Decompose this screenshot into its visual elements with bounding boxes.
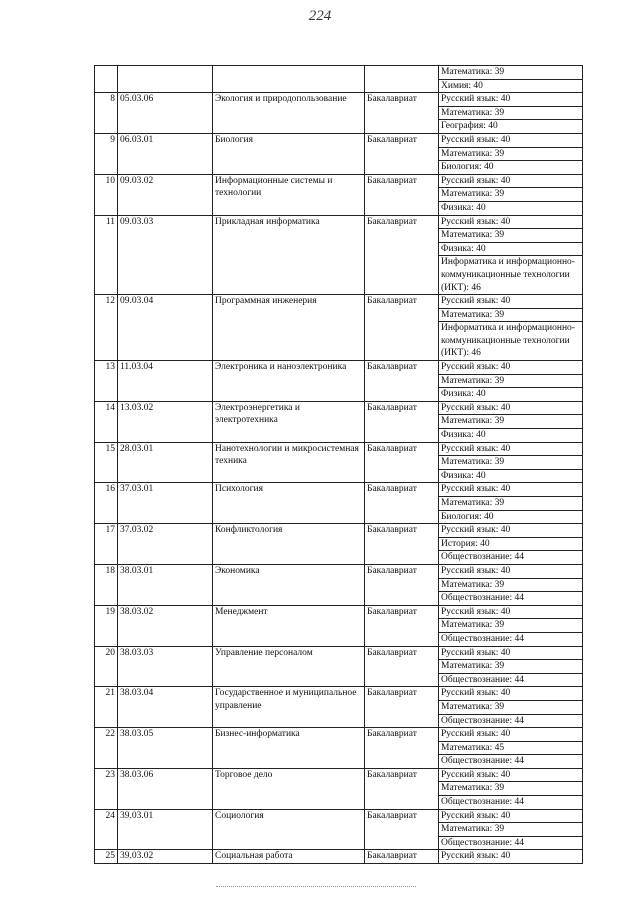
table-row bbox=[95, 809, 583, 823]
education-level: Бакалавриат bbox=[365, 728, 439, 769]
admission-table bbox=[94, 65, 583, 864]
exam-subject: Русский язык: 40 bbox=[439, 483, 583, 497]
exam-subject: Русский язык: 40 bbox=[439, 295, 583, 309]
row-number: 14 bbox=[95, 401, 118, 442]
exam-subject: Математика: 39 bbox=[439, 66, 583, 80]
exam-subject: Математика: 39 bbox=[439, 106, 583, 120]
row-number: 20 bbox=[95, 646, 118, 687]
exam-subject: Математика: 39 bbox=[439, 823, 583, 837]
education-level: Бакалавриат bbox=[365, 564, 439, 605]
row-number: 23 bbox=[95, 768, 118, 809]
direction-name: Нанотехнологии и микросистемная техника bbox=[213, 442, 365, 483]
education-level bbox=[365, 66, 439, 93]
exam-subject: Русский язык: 40 bbox=[439, 215, 583, 229]
education-level: Бакалавриат bbox=[365, 768, 439, 809]
table-row bbox=[95, 524, 583, 538]
exam-subject: Русский язык: 40 bbox=[439, 646, 583, 660]
row-number: 13 bbox=[95, 361, 118, 402]
row-number: 21 bbox=[95, 687, 118, 728]
table-row bbox=[95, 401, 583, 415]
direction-name: Государственное и муниципальное управление bbox=[213, 687, 365, 728]
row-number: 25 bbox=[95, 850, 118, 864]
education-level: Бакалавриат bbox=[365, 295, 439, 361]
education-level: Бакалавриат bbox=[365, 442, 439, 483]
exam-subject: Обществознание: 44 bbox=[439, 796, 583, 810]
row-number: 10 bbox=[95, 174, 118, 215]
exam-subject: Математика: 39 bbox=[439, 578, 583, 592]
table-row bbox=[95, 850, 583, 864]
exam-subject: Биология: 40 bbox=[439, 510, 583, 524]
exam-subject: Обществознание: 44 bbox=[439, 673, 583, 687]
exam-subject: Математика: 39 bbox=[439, 456, 583, 470]
direction-name: Управление персоналом bbox=[213, 646, 365, 687]
education-level: Бакалавриат bbox=[365, 174, 439, 215]
exam-subject: Математика: 39 bbox=[439, 374, 583, 388]
table-row bbox=[95, 295, 583, 309]
exam-subject: Математика: 39 bbox=[439, 229, 583, 243]
row-number: 18 bbox=[95, 564, 118, 605]
direction-code bbox=[118, 66, 213, 93]
table-row bbox=[95, 605, 583, 619]
table-row bbox=[95, 174, 583, 188]
direction-code: 39.03.02 bbox=[118, 850, 213, 864]
table-row bbox=[95, 133, 583, 147]
table-body bbox=[95, 66, 583, 864]
exam-subject: Математика: 39 bbox=[439, 497, 583, 511]
exam-subject: Математика: 39 bbox=[439, 700, 583, 714]
education-level: Бакалавриат bbox=[365, 483, 439, 524]
exam-subject: Математика: 39 bbox=[439, 147, 583, 161]
exam-subject: География: 40 bbox=[439, 120, 583, 134]
table-row bbox=[95, 646, 583, 660]
row-number: 19 bbox=[95, 605, 118, 646]
exam-subject: Обществознание: 44 bbox=[439, 755, 583, 769]
exam-subject: Биология: 40 bbox=[439, 161, 583, 175]
education-level: Бакалавриат bbox=[365, 646, 439, 687]
row-number: 9 bbox=[95, 133, 118, 174]
exam-subject: Обществознание: 44 bbox=[439, 714, 583, 728]
direction-name: Информационные системы и технологии bbox=[213, 174, 365, 215]
exam-subject: Математика: 39 bbox=[439, 308, 583, 322]
direction-name: Электроника и наноэлектроника bbox=[213, 361, 365, 402]
exam-subject: Математика: 39 bbox=[439, 619, 583, 633]
direction-code: 13.03.02 bbox=[118, 401, 213, 442]
exam-subject: Русский язык: 40 bbox=[439, 768, 583, 782]
direction-name: Торговое дело bbox=[213, 768, 365, 809]
education-level: Бакалавриат bbox=[365, 93, 439, 134]
direction-code: 28.03.01 bbox=[118, 442, 213, 483]
direction-name: Бизнес-информатика bbox=[213, 728, 365, 769]
exam-subject: Информатика и информационно-коммуникационные технологии (ИКТ): 46 bbox=[439, 256, 583, 295]
education-level: Бакалавриат bbox=[365, 133, 439, 174]
direction-code: 38.03.03 bbox=[118, 646, 213, 687]
direction-code: 39.03.01 bbox=[118, 809, 213, 850]
education-level: Бакалавриат bbox=[365, 215, 439, 295]
table-row bbox=[95, 93, 583, 107]
table-row bbox=[95, 66, 583, 80]
exam-subject: Математика: 45 bbox=[439, 741, 583, 755]
row-number: 15 bbox=[95, 442, 118, 483]
row-number: 24 bbox=[95, 809, 118, 850]
row-number: 16 bbox=[95, 483, 118, 524]
education-level: Бакалавриат bbox=[365, 850, 439, 864]
direction-code: 05.03.06 bbox=[118, 93, 213, 134]
exam-subject: Русский язык: 40 bbox=[439, 687, 583, 701]
exam-subject: Физика: 40 bbox=[439, 469, 583, 483]
row-number: 17 bbox=[95, 524, 118, 565]
exam-subject: Математика: 39 bbox=[439, 782, 583, 796]
row-number: 11 bbox=[95, 215, 118, 295]
footer-divider bbox=[216, 886, 416, 887]
exam-subject: Русский язык: 40 bbox=[439, 728, 583, 742]
direction-code: 06.03.01 bbox=[118, 133, 213, 174]
direction-name: Электроэнергетика и электротехника bbox=[213, 401, 365, 442]
exam-subject: Русский язык: 40 bbox=[439, 401, 583, 415]
direction-code: 37.03.01 bbox=[118, 483, 213, 524]
exam-subject: Русский язык: 40 bbox=[439, 605, 583, 619]
exam-subject: Математика: 39 bbox=[439, 660, 583, 674]
direction-name: Менеджмент bbox=[213, 605, 365, 646]
direction-code: 38.03.04 bbox=[118, 687, 213, 728]
direction-name: Экология и природопользование bbox=[213, 93, 365, 134]
exam-subject: Русский язык: 40 bbox=[439, 442, 583, 456]
exam-subject: Обществознание: 44 bbox=[439, 632, 583, 646]
direction-code: 11.03.04 bbox=[118, 361, 213, 402]
direction-name: Прикладная информатика bbox=[213, 215, 365, 295]
direction-name bbox=[213, 66, 365, 93]
direction-code: 38.03.01 bbox=[118, 564, 213, 605]
direction-code: 38.03.06 bbox=[118, 768, 213, 809]
direction-code: 38.03.05 bbox=[118, 728, 213, 769]
row-number: 8 bbox=[95, 93, 118, 134]
direction-code: 09.03.03 bbox=[118, 215, 213, 295]
table-row bbox=[95, 215, 583, 229]
direction-code: 37.03.02 bbox=[118, 524, 213, 565]
exam-subject: Русский язык: 40 bbox=[439, 524, 583, 538]
exam-subject: История: 40 bbox=[439, 537, 583, 551]
table-row bbox=[95, 687, 583, 701]
exam-subject: Русский язык: 40 bbox=[439, 93, 583, 107]
exam-subject: Математика: 39 bbox=[439, 188, 583, 202]
page-number: 224 bbox=[308, 8, 332, 24]
direction-name: Психология bbox=[213, 483, 365, 524]
exam-subject: Физика: 40 bbox=[439, 201, 583, 215]
row-number: 22 bbox=[95, 728, 118, 769]
exam-subject: Русский язык: 40 bbox=[439, 850, 583, 864]
education-level: Бакалавриат bbox=[365, 687, 439, 728]
exam-subject: Информатика и информационно-коммуникационные технологии (ИКТ): 46 bbox=[439, 322, 583, 361]
direction-name: Биология bbox=[213, 133, 365, 174]
direction-name: Экономика bbox=[213, 564, 365, 605]
exam-subject: Физика: 40 bbox=[439, 429, 583, 443]
education-level: Бакалавриат bbox=[365, 361, 439, 402]
exam-subject: Русский язык: 40 bbox=[439, 133, 583, 147]
exam-subject: Физика: 40 bbox=[439, 388, 583, 402]
table-row bbox=[95, 361, 583, 375]
exam-subject: Химия: 40 bbox=[439, 79, 583, 93]
education-level: Бакалавриат bbox=[365, 809, 439, 850]
exam-subject: Обществознание: 44 bbox=[439, 551, 583, 565]
direction-name: Программная инженерия bbox=[213, 295, 365, 361]
table-row bbox=[95, 483, 583, 497]
direction-name: Социальная работа bbox=[213, 850, 365, 864]
education-level: Бакалавриат bbox=[365, 605, 439, 646]
table-row bbox=[95, 728, 583, 742]
education-level: Бакалавриат bbox=[365, 401, 439, 442]
row-number: 12 bbox=[95, 295, 118, 361]
table-row bbox=[95, 442, 583, 456]
exam-subject: Обществознание: 44 bbox=[439, 836, 583, 850]
exam-subject: Русский язык: 40 bbox=[439, 361, 583, 375]
direction-code: 09.03.04 bbox=[118, 295, 213, 361]
direction-code: 09.03.02 bbox=[118, 174, 213, 215]
table-row bbox=[95, 768, 583, 782]
exam-subject: Физика: 40 bbox=[439, 242, 583, 256]
row-number bbox=[95, 66, 118, 93]
exam-subject: Русский язык: 40 bbox=[439, 174, 583, 188]
exam-subject: Русский язык: 40 bbox=[439, 564, 583, 578]
table-row bbox=[95, 564, 583, 578]
direction-name: Социология bbox=[213, 809, 365, 850]
exam-subject: Математика: 39 bbox=[439, 415, 583, 429]
exam-subject: Русский язык: 40 bbox=[439, 809, 583, 823]
direction-name: Конфликтология bbox=[213, 524, 365, 565]
direction-code: 38.03.02 bbox=[118, 605, 213, 646]
education-level: Бакалавриат bbox=[365, 524, 439, 565]
exam-subject: Обществознание: 44 bbox=[439, 592, 583, 606]
